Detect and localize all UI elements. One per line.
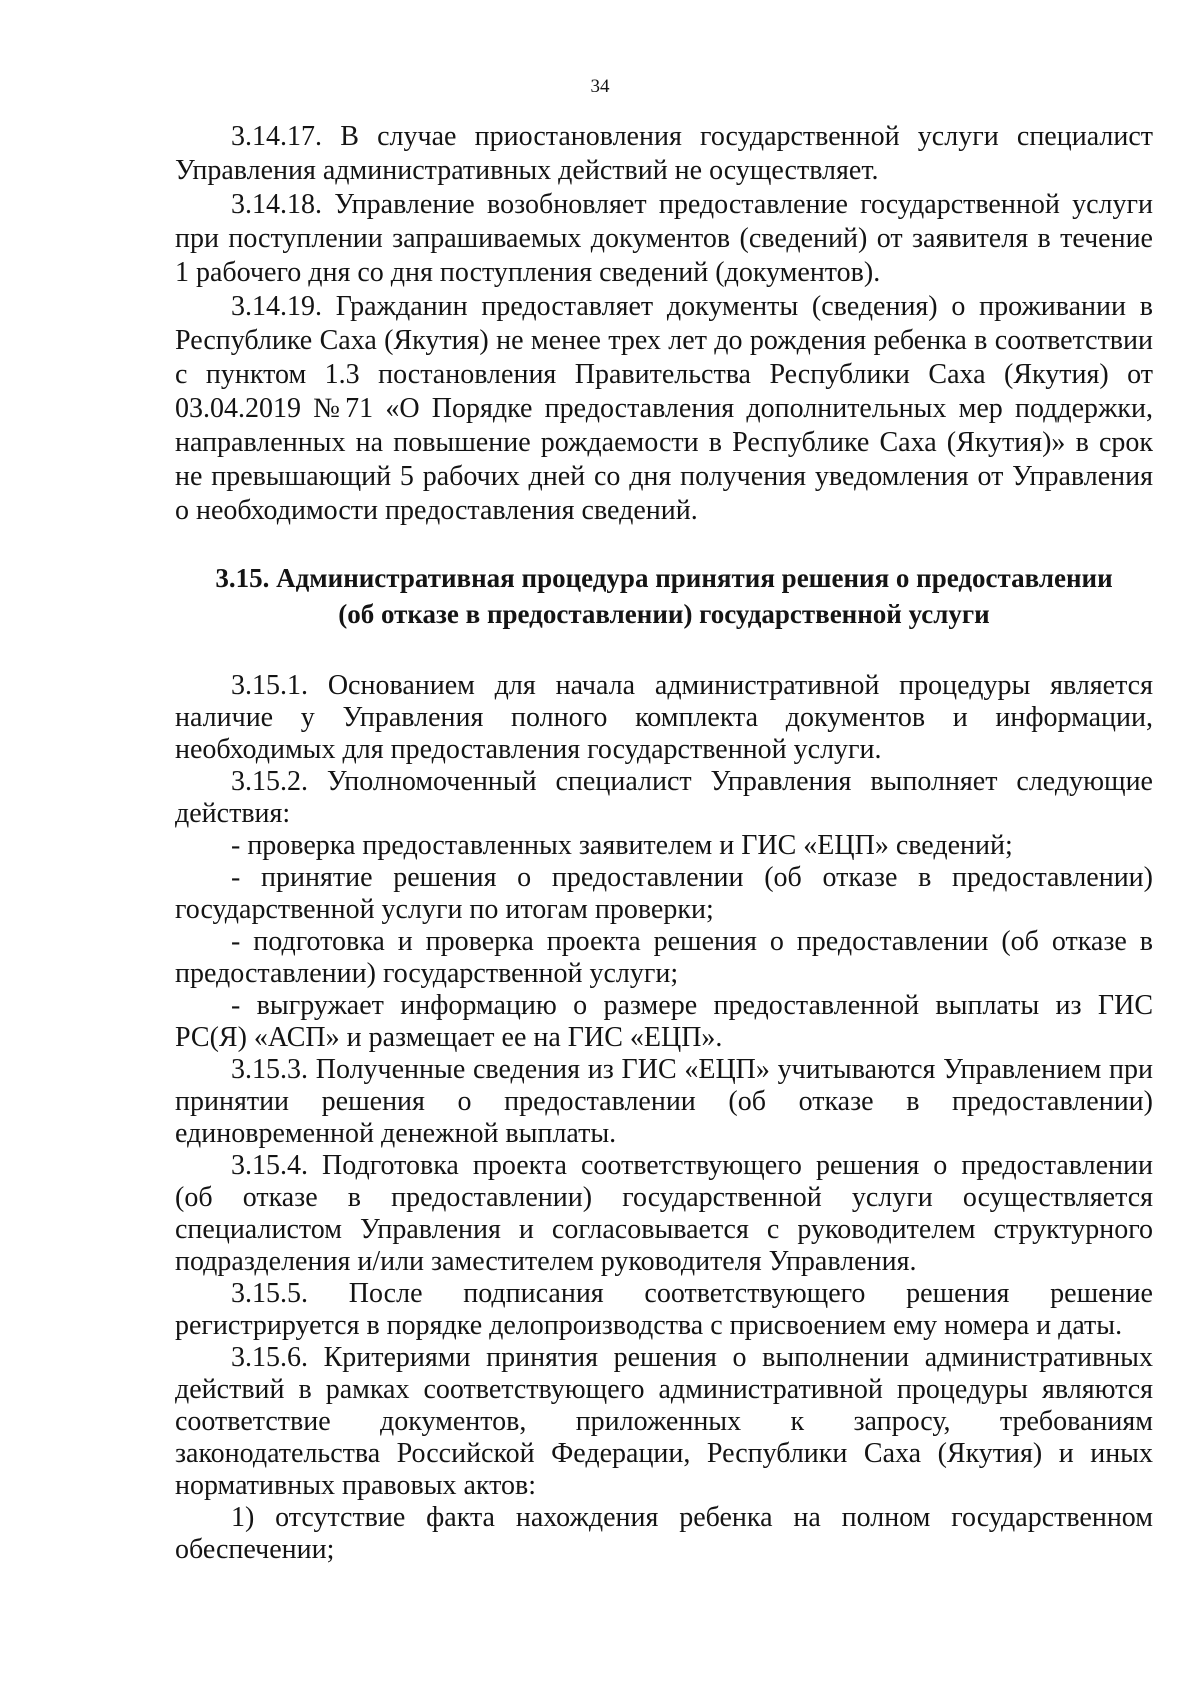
criteria-item-1: 1) отсутствие факта нахождения ребенка на полном государственном обеспечении; bbox=[175, 1502, 1153, 1565]
list-item-draft: - подготовка и проверка проекта решения о предоставлении (об отказе в предоставлении) государственной услуги; bbox=[175, 926, 1153, 989]
paragraph-3-14-17: 3.14.17. В случае приостановления государственной услуги специалист Управления административных действий не осуществляет. bbox=[175, 121, 1153, 186]
paragraph-3-15-5: 3.15.5. После подписания соответствующего решения решение регистрируется в порядке делопроизводства с присвоением ему номера и даты. bbox=[175, 1278, 1153, 1341]
section-heading-line-1: 3.15. Административная процедура принятия решения о предоставлении bbox=[215, 563, 1113, 593]
section-heading-3-15 bbox=[175, 550, 1153, 632]
paragraph-3-15-4: 3.15.4. Подготовка проекта соответствующего решения о предоставлении (об отказе в предоставлении) государственной услуги осуществляется специалистом Управления и согласовывается с руководителем структурного подразделения и/или заместителем руководителя Управления. bbox=[175, 1150, 1153, 1277]
section-heading-line-2: (об отказе в предоставлении) государственной услуги bbox=[338, 599, 990, 629]
section-3-15-body bbox=[175, 670, 1153, 1566]
paragraph-3-15-1: 3.15.1. Основанием для начала административной процедуры является наличие у Управления полного комплекта документов и информации, необходимых для предоставления государственной услуги. bbox=[175, 670, 1153, 765]
paragraph-3-15-6: 3.15.6. Критериями принятия решения о выполнении административных действий в рамках соответствующего административной процедуры являются соответствие документов, приложенных к запросу, требованиям законодательства Российской Федерации, Республики Саха (Якутия) и иных нормативных правовых актов: bbox=[175, 1342, 1153, 1501]
list-item-export: - выгружает информацию о размере предоставленной выплаты из ГИС РС(Я) «АСП» и размещает ее на ГИС «ЕЦП». bbox=[175, 990, 1153, 1053]
paragraph-3-14-18: 3.14.18. Управление возобновляет предоставление государственной услуги при поступлении запрашиваемых документов (сведений) от заявителя в течение 1 рабочего дня со дня поступления сведений (документов). bbox=[175, 189, 1153, 288]
document-body bbox=[175, 120, 1153, 1566]
paragraph-3-15-2: 3.15.2. Уполномоченный специалист Управления выполняет следующие действия: bbox=[175, 766, 1153, 829]
list-item-decision: - принятие решения о предоставлении (об отказе в предоставлении) государственной услуги по итогам проверки; bbox=[175, 862, 1153, 925]
page-number: 34 bbox=[590, 76, 610, 97]
paragraph-3-15-3: 3.15.3. Полученные сведения из ГИС «ЕЦП» учитываются Управлением при принятии решения о предоставлении (об отказе в предоставлении) единовременной денежной выплаты. bbox=[175, 1054, 1153, 1149]
paragraph-3-14-19: 3.14.19. Гражданин предоставляет документы (сведения) о проживании в Республике Саха (Якутия) не менее трех лет до рождения ребенка в соответствии с пунктом 1.3 постановления Правительства Республики Саха (Якутия) от 03.04.2019 №71 «О Порядке предоставления дополнительных мер поддержки, направленных на повышение рождаемости в Республике Саха (Якутия)» в срок не превышающий 5 рабочих дней со дня получения уведомления от Управления о необходимости предоставления сведений. bbox=[175, 291, 1153, 526]
list-item-check: - проверка предоставленных заявителем и ГИС «ЕЦП» сведений; bbox=[231, 830, 1013, 861]
